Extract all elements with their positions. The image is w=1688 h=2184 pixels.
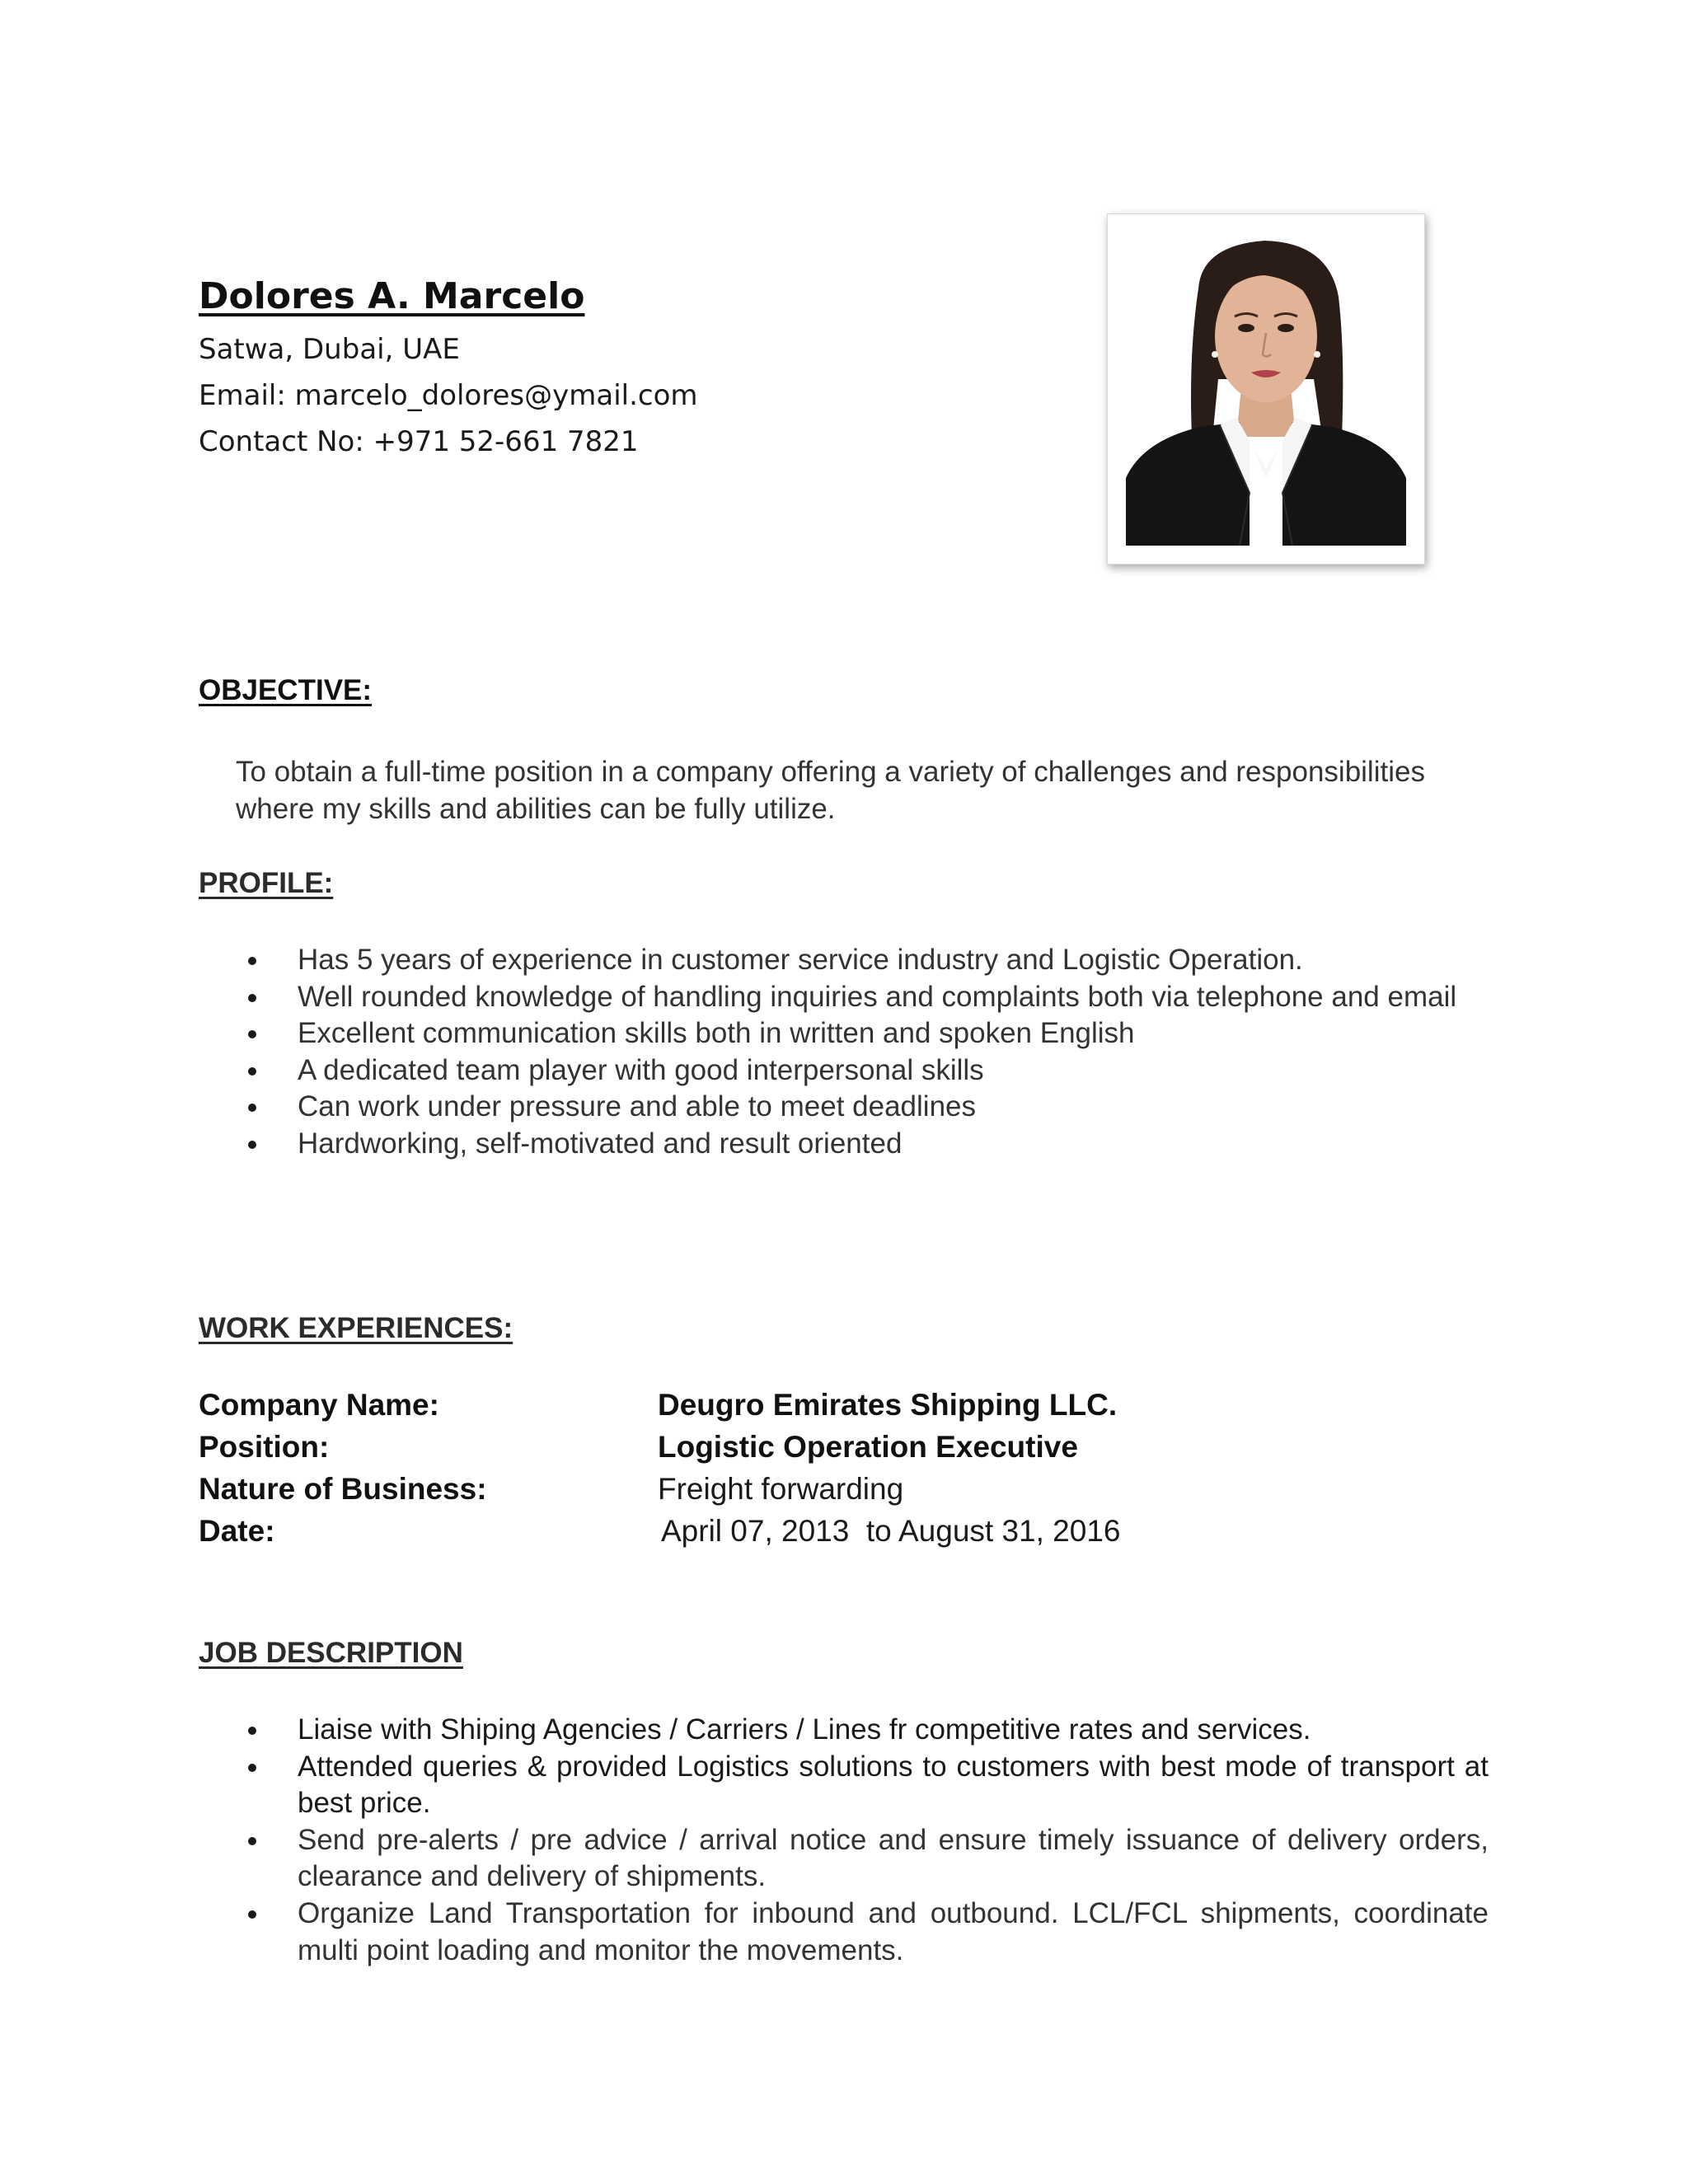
objective-heading: OBJECTIVE: — [199, 674, 373, 706]
list-item-text: Hardworking, self-motivated and result oriented — [298, 1127, 903, 1160]
list-item — [199, 1089, 1489, 1126]
nature-label: Nature of Business: — [199, 1472, 487, 1506]
bullet-icon — [248, 1727, 256, 1735]
list-item — [199, 1052, 1489, 1090]
profile-photo — [1107, 213, 1425, 565]
bullet-icon — [248, 1104, 256, 1112]
nature-value: Freight forwarding — [658, 1472, 904, 1506]
list-item-text: Excellent communication skills both in written and spoken English — [298, 1017, 1135, 1050]
profile-list — [199, 942, 1489, 1163]
company-row — [199, 1385, 1489, 1426]
list-item-text: Liaise with Shiping Agencies / Carriers / Lines fr competitive rates and services. — [298, 1713, 1311, 1746]
date-label: Date: — [199, 1514, 275, 1548]
list-item-text: A dedicated team player with good interpersonal skills — [298, 1053, 984, 1086]
email: Email: marcelo_dolores@ymail.com — [199, 379, 698, 412]
list-item — [199, 1712, 1489, 1749]
date-value: April 07, 2013 to August 31, 2016 — [661, 1514, 1121, 1548]
list-item-text: Can work under pressure and able to meet deadlines — [298, 1090, 976, 1123]
list-item — [199, 942, 1489, 979]
position-row — [199, 1427, 1489, 1468]
profile-heading: PROFILE: — [199, 867, 334, 899]
list-item-text: Well rounded knowledge of handling inquiries and complaints both via telephone and email — [298, 980, 1457, 1013]
list-item-text: Organize Land Transportation for inbound and outbound. LCL/FCL shipments, coordinate multi point loading and monitor the movements. — [298, 1896, 1489, 1966]
list-item — [199, 1126, 1489, 1163]
bullet-icon — [248, 957, 256, 965]
position-label: Position: — [199, 1430, 330, 1464]
bullet-icon — [248, 1141, 256, 1149]
list-item-text: Attended queries & provided Logistics solutions to customers with best mode of transport at best price. — [298, 1750, 1489, 1820]
list-item — [199, 1749, 1489, 1822]
list-item — [199, 1015, 1489, 1052]
bullet-icon — [248, 1764, 256, 1772]
date-row — [199, 1511, 1489, 1552]
contact-number: Contact No: +971 52-661 7821 — [199, 425, 639, 458]
list-item — [199, 979, 1489, 1016]
bullet-icon — [248, 1837, 256, 1845]
candidate-name: Dolores A. Marcelo — [199, 275, 585, 317]
objective-text: To obtain a full-time position in a company offering a variety of challenges and responsibilities where my skills and abilities can be fully utilize. — [236, 756, 1425, 825]
job-description-heading: JOB DESCRIPTION — [199, 1637, 463, 1669]
nature-row — [199, 1469, 1489, 1510]
job-description-list — [199, 1712, 1489, 1969]
address: Satwa, Dubai, UAE — [199, 333, 460, 366]
work-experiences-heading: WORK EXPERIENCES: — [199, 1312, 513, 1344]
list-item-text: Send pre-alerts / pre advice / arrival notice and ensure timely issuance of delivery orders, clearance and delivery of shipments. — [298, 1823, 1489, 1893]
list-item — [199, 1822, 1489, 1896]
list-item — [199, 1896, 1489, 1969]
position-value: Logistic Operation Executive — [658, 1430, 1078, 1464]
company-value: Deugro Emirates Shipping LLC. — [658, 1388, 1118, 1422]
bullet-icon — [248, 1067, 256, 1076]
portrait-image — [1126, 231, 1406, 546]
bullet-icon — [248, 994, 256, 1002]
bullet-icon — [248, 1030, 256, 1038]
company-label: Company Name: — [199, 1388, 439, 1422]
list-item-text: Has 5 years of experience in customer service industry and Logistic Operation. — [298, 944, 1303, 976]
bullet-icon — [248, 1910, 256, 1919]
